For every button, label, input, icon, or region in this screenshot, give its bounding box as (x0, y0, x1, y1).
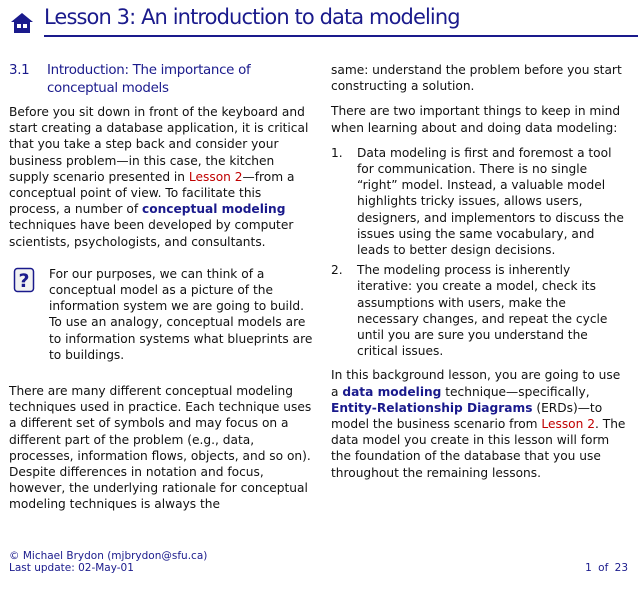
techniques-paragraph: There are many different conceptual modeling techniques used in practice. Each technique uses a different set of symbols and may focus on a different part of the problem (e.g., data, processes, information flows, objects, and so on). Despite differences in notation and focus, however, the underlying rationale for conceptual modeling techniques is always the (9, 384, 312, 512)
background-paragraph (331, 367, 627, 480)
bg-text-2: technique—specifically, (441, 384, 590, 399)
list-intro-paragraph: There are two important things to keep in mind when learning about and doing data modeling: (331, 104, 621, 135)
footer-info (9, 550, 207, 574)
lesson-2-link[interactable]: Lesson 2 (188, 169, 243, 184)
list-item-number: 1. (331, 145, 343, 160)
list-item-number: 2. (331, 263, 343, 278)
list-item-text: Data modeling is first and foremost a tool for communication. There is no single “right” model. Instead, a valuable model highlights tricky issues, allows users, designers, and implementors to discuss the issues using the same vocabulary, and leads to better design decisions. (357, 145, 624, 258)
list-item (331, 145, 627, 258)
author-line: © Michael Brydon (mjbrydon@sfu.ca) (9, 550, 208, 562)
home-icon[interactable] (10, 11, 34, 35)
section-number: 3.1 (9, 63, 30, 78)
list-item (331, 262, 627, 359)
continued-paragraph: same: understand the problem before you start constructing a solution. (331, 63, 622, 94)
list-item-text: The modeling process is inherently iterative: you create a model, check its assumptions with users, make the necessary changes, and repeat the cycle until you are sure you understand the critical issues. (357, 263, 608, 359)
header-rule (44, 35, 638, 37)
left-column (9, 62, 314, 522)
svg-text:?: ? (18, 269, 30, 292)
section-heading (9, 62, 314, 98)
lesson-title: Lesson 3: An introduction to data modeling (44, 5, 460, 29)
intro-paragraph (9, 104, 314, 250)
term-erd: Entity-Relationship Diagrams (331, 400, 533, 415)
term-data-modeling: data modeling (342, 384, 442, 399)
section-title: Introduction: The importance of conceptual models (47, 63, 251, 96)
intro-text-cont: —from a conceptual point of view. To facilitate this process, a number of (9, 169, 295, 217)
bg-text-4: . The data model you create in this lesson will form the foundation of the database that you use throughout the remaining lessons. (331, 417, 626, 480)
bg-text: In this background lesson, you are going to use a (331, 368, 621, 399)
update-line: Last update: 02-May-01 (9, 562, 134, 574)
lesson-2-link-2[interactable]: Lesson 2 (541, 417, 595, 432)
key-points-list (331, 145, 627, 360)
note-text: For our purposes, we can think of a conceptual model as a picture of the information system we are going to build. To use an analogy, conceptual models are to information systems what blueprints are to buildings. (49, 266, 313, 362)
term-conceptual-modeling: conceptual modeling (142, 202, 286, 217)
note-callout (9, 266, 314, 363)
right-column (331, 62, 627, 490)
intro-text-end: techniques have been developed by computer scientists, psychologists, and consultants. (9, 218, 294, 249)
page-number: 1 of 23 (585, 562, 628, 574)
question-mark-icon (13, 267, 35, 293)
page-header (0, 0, 638, 40)
bg-text-3: (ERDs)—to model the business scenario from (331, 400, 603, 432)
intro-text: Before you sit down in front of the keyboard and start creating a database application, it is critical that you take a step back and consider your business problem—in this case, the kitchen supply scenario presented in (9, 105, 309, 184)
